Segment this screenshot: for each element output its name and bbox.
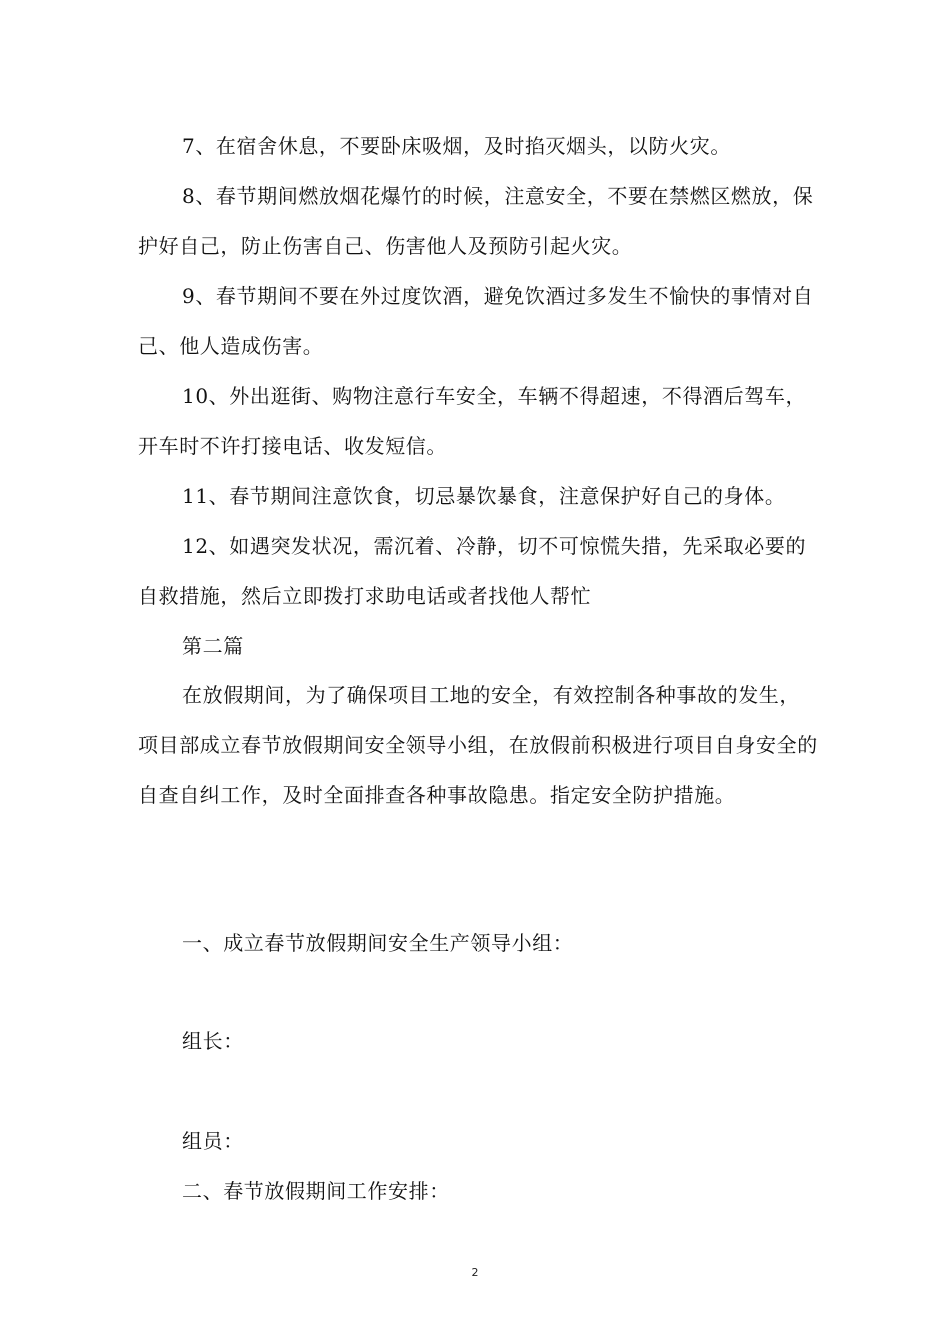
paragraph-item-10: 10、外出逛街、购物注意行车安全，车辆不得超速，不得酒后驾车，开车时不许打接电话、收发短信。 [138, 384, 807, 458]
paragraph-item-9: 9、春节期间不要在外过度饮酒，避免饮酒过多发生不愉快的事情对自己、他人造成伤害。 [138, 284, 814, 358]
paragraph-item-11: 11、春节期间注意饮食，切忌暴饮暴食，注意保护好自己的身体。 [182, 484, 786, 508]
paragraph-item-12: 12、如遇突发状况，需沉着、冷静，切不可惊慌失措，先采取必要的自救措施，然后立即拨打求助电话或者找他人帮忙 [138, 534, 807, 608]
team-leader-label: 组长： [182, 1029, 244, 1053]
heading-work-arrangement: 二、春节放假期间工作安排： [182, 1179, 450, 1203]
paragraph-item-8: 8、春节期间燃放烟花爆竹的时候，注意安全，不要在禁燃区燃放，保护好自己，防止伤害自己、伤害他人及预防引起火灾。 [138, 184, 814, 258]
team-members-label: 组员： [182, 1129, 244, 1153]
section-heading-second: 第二篇 [182, 634, 244, 658]
paragraph-item-7: 7、在宿舍休息，不要卧床吸烟，及时掐灭烟头，以防火灾。 [182, 134, 731, 158]
intro-paragraph: 在放假期间，为了确保项目工地的安全，有效控制各种事故的发生，项目部成立春节放假期间安全领导小组，在放假前积极进行项目自身安全的自查自纠工作，及时全面排查各种事故隐患。指定安全防护措施。 [138, 683, 818, 807]
page-number: 2 [471, 1266, 479, 1279]
heading-leadership-group: 一、成立春节放假期间安全生产领导小组： [182, 931, 574, 955]
